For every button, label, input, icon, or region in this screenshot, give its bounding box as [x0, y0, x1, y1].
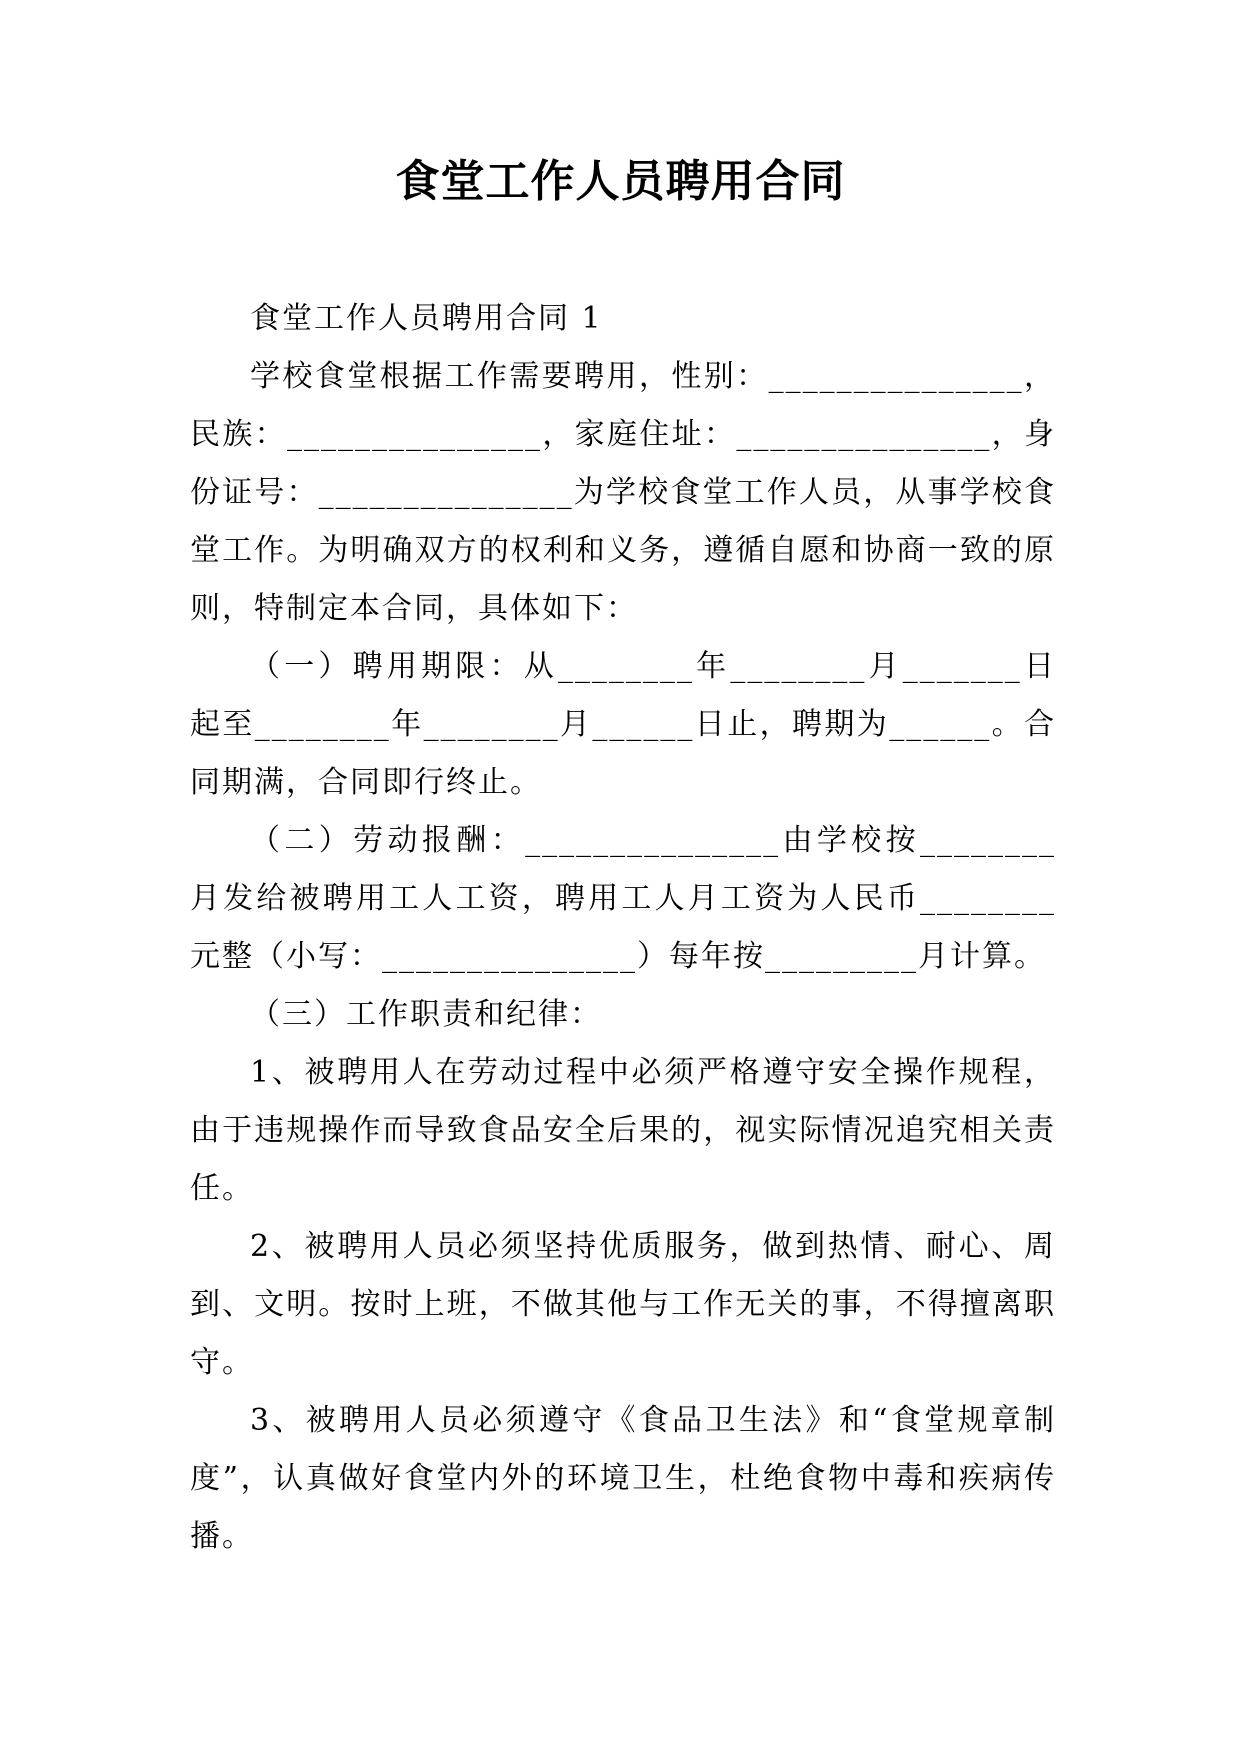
paragraph-duty-3: 3、被聘用人员必须遵守《食品卫生法》和“食堂规章制度”，认真做好食堂内外的环境卫生，杜绝食物中毒和疾病传播。 [190, 1403, 1056, 1554]
paragraph-intro: 学校食堂根据工作需要聘用，性别：_______________，民族：_______________，家庭住址：_______________，身份证号：_______________为学校食堂工作人员，从事学校食堂工作。为明确双方的权利和义务，遵循自愿和协商一致的原则，特制定本合同，具体如下： [190, 359, 1056, 626]
paragraph-duty-1: 1、被聘用人在劳动过程中必须严格遵守安全操作规程，由于违规操作而导致食品安全后果的，视实际情况追究相关责任。 [190, 1055, 1056, 1206]
paragraph-duties-heading: （三）工作职责和纪律： [250, 997, 602, 1032]
document-subtitle: 食堂工作人员聘用合同 1 [250, 301, 603, 336]
paragraph-duty-2: 2、被聘用人员必须坚持优质服务，做到热情、耐心、周到、文明。按时上班，不做其他与工作无关的事，不得擅离职守。 [190, 1229, 1056, 1380]
paragraph-term: （一）聘用期限：从________年________月_______日起至________年________月______日止，聘期为______。合同期满，合同即行终止。 [190, 649, 1056, 800]
document-title: 食堂工作人员聘用合同 [395, 156, 846, 207]
document-body [190, 290, 1056, 1566]
paragraph-salary: （二）劳动报酬：_______________由学校按________月发给被聘用工人工资，聘用工人月工资为人民币________元整（小写：_______________）每年按_________月计算。 [190, 823, 1056, 974]
